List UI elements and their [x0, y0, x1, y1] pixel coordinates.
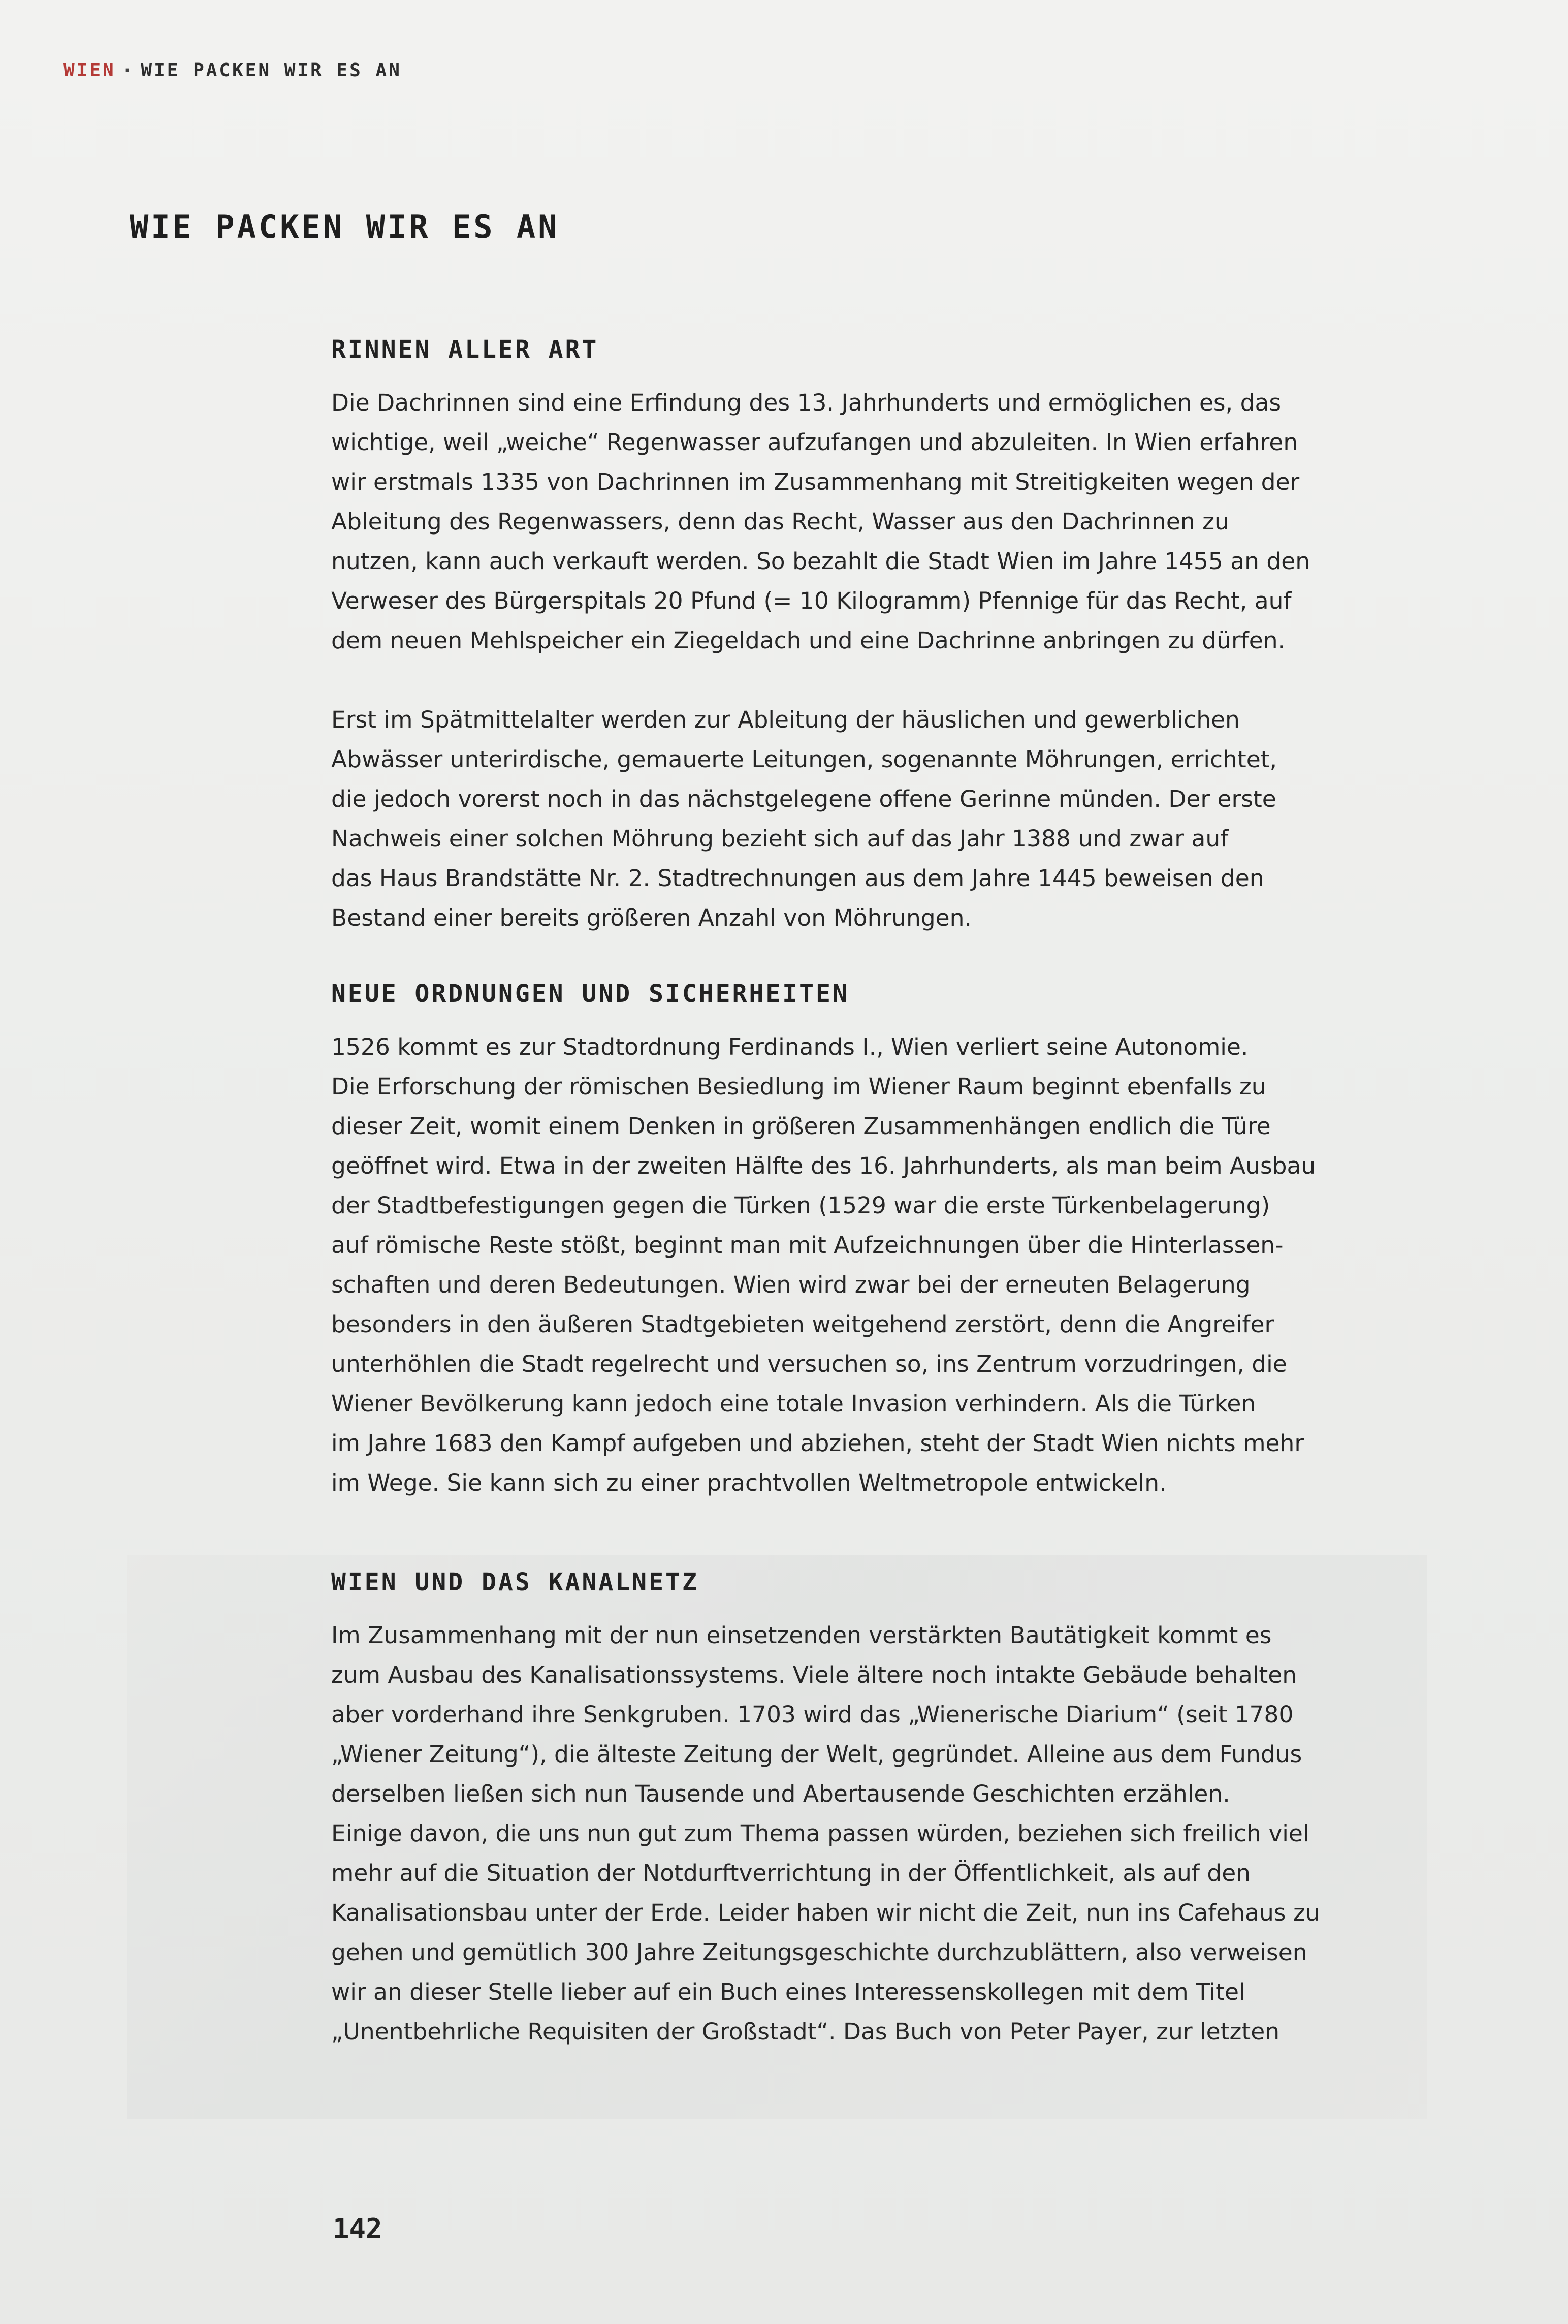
text-line: gehen und gemütlich 300 Jahre Zeitungsgeschichte durchzublättern, also verweisen — [331, 1939, 1307, 1966]
text-line: „Wiener Zeitung“), die älteste Zeitung der Welt, gegründet. Alleine aus dem Fundus — [331, 1741, 1302, 1768]
page-number: 142 — [333, 2213, 382, 2245]
text-line: unterhöhlen die Stadt regelrecht und versuchen so, ins Zentrum vorzudringen, die — [331, 1351, 1287, 1377]
text-line: zum Ausbau des Kanalisationssystems. Viele ältere noch intakte Gebäude behalten — [331, 1661, 1297, 1688]
text-line: geöffnet wird. Etwa in der zweiten Hälfte des 16. Jahrhunderts, als man beim Ausbau — [331, 1152, 1316, 1179]
running-head-section: WIEN — [63, 60, 116, 81]
text-line: im Jahre 1683 den Kampf aufgeben und abziehen, steht der Stadt Wien nichts mehr — [331, 1430, 1304, 1457]
running-head — [63, 60, 402, 81]
text-line: Kanalisationsbau unter der Erde. Leider haben wir nicht die Zeit, nun ins Cafehaus zu — [331, 1899, 1320, 1926]
text-line: Einige davon, die uns nun gut zum Thema passen würden, beziehen sich freilich viel — [331, 1820, 1309, 1847]
text-line: Wiener Bevölkerung kann jedoch eine totale Invasion verhindern. Als die Türken — [331, 1390, 1256, 1417]
text-line: das Haus Brandstätte Nr. 2. Stadtrechnungen aus dem Jahre 1445 beweisen den — [331, 865, 1264, 892]
text-line: dieser Zeit, womit einem Denken in größeren Zusammenhängen endlich die Türe — [331, 1113, 1271, 1140]
text-line: Ableitung des Regenwassers, denn das Recht, Wasser aus den Dachrinnen zu — [331, 508, 1229, 535]
section-heading: NEUE ORDNUNGEN UND SICHERHEITEN — [331, 980, 849, 1008]
paragraph — [331, 1027, 1316, 1503]
text-line: wichtige, weil „weiche“ Regenwasser aufzufangen und abzuleiten. In Wien erfahren — [331, 429, 1298, 456]
paragraph — [331, 383, 1310, 661]
page-title: WIE PACKEN WIR ES AN — [130, 208, 560, 245]
paragraph — [331, 700, 1276, 938]
text-line: aber vorderhand ihre Senkgruben. 1703 wird das „Wienerische Diarium“ (seit 1780 — [331, 1701, 1294, 1728]
text-line: „Unentbehrliche Requisiten der Großstadt“. Das Buch von Peter Payer, zur letzten — [331, 2018, 1280, 2045]
text-line: im Wege. Sie kann sich zu einer prachtvollen Weltmetropole entwickeln. — [331, 1469, 1167, 1496]
running-head-subtitle: WIE PACKEN WIR ES AN — [141, 60, 402, 81]
text-line: besonders in den äußeren Stadtgebieten weitgehend zerstört, denn die Angreifer — [331, 1311, 1274, 1338]
text-line: schaften und deren Bedeutungen. Wien wird zwar bei der erneuten Belagerung — [331, 1271, 1251, 1298]
running-head-separator: · — [121, 60, 135, 81]
text-line: Die Erforschung der römischen Besiedlung im Wiener Raum beginnt ebenfalls zu — [331, 1073, 1266, 1100]
main-content — [331, 335, 1320, 2052]
text-line: der Stadtbefestigungen gegen die Türken (1529 war die erste Türkenbelagerung) — [331, 1192, 1270, 1219]
paragraph — [331, 1616, 1320, 2052]
text-line: Erst im Spätmittelalter werden zur Ableitung der häuslichen und gewerblichen — [331, 706, 1240, 733]
text-line: die jedoch vorerst noch in das nächstgelegene offene Gerinne münden. Der erste — [331, 786, 1276, 812]
text-line: Bestand einer bereits größeren Anzahl von Möhrungen. — [331, 904, 972, 931]
text-line: Abwässer unterirdische, gemauerte Leitungen, sogenannte Möhrungen, errichtet, — [331, 746, 1277, 773]
section-heading: WIEN UND DAS KANALNETZ — [331, 1568, 699, 1596]
text-line: derselben ließen sich nun Tausende und Abertausende Geschichten erzählen. — [331, 1780, 1230, 1807]
text-line: mehr auf die Situation der Notdurftverrichtung in der Öffentlichkeit, als auf den — [331, 1860, 1251, 1887]
text-line: dem neuen Mehlspeicher ein Ziegeldach und eine Dachrinne anbringen zu dürfen. — [331, 627, 1286, 654]
text-line: Im Zusammenhang mit der nun einsetzenden verstärkten Bautätigkeit kommt es — [331, 1622, 1272, 1649]
text-line: nutzen, kann auch verkauft werden. So bezahlt die Stadt Wien im Jahre 1455 an den — [331, 548, 1310, 575]
text-line: Verweser des Bürgerspitals 20 Pfund (= 10 Kilogramm) Pfennige für das Recht, auf — [331, 587, 1292, 614]
text-line: wir erstmals 1335 von Dachrinnen im Zusammenhang mit Streitigkeiten wegen der — [331, 468, 1300, 495]
section-heading: RINNEN ALLER ART — [331, 335, 599, 364]
text-line: auf römische Reste stößt, beginnt man mit Aufzeichnungen über die Hinterlassen- — [331, 1232, 1284, 1259]
text-line: Nachweis einer solchen Möhrung bezieht sich auf das Jahr 1388 und zwar auf — [331, 825, 1229, 852]
text-line: 1526 kommt es zur Stadtordnung Ferdinands I., Wien verliert seine Autonomie. — [331, 1033, 1249, 1060]
text-line: wir an dieser Stelle lieber auf ein Buch eines Interessenskollegen mit dem Titel — [331, 1978, 1245, 2005]
text-line: Die Dachrinnen sind eine Erfindung des 13. Jahrhunderts und ermöglichen es, das — [331, 389, 1282, 416]
